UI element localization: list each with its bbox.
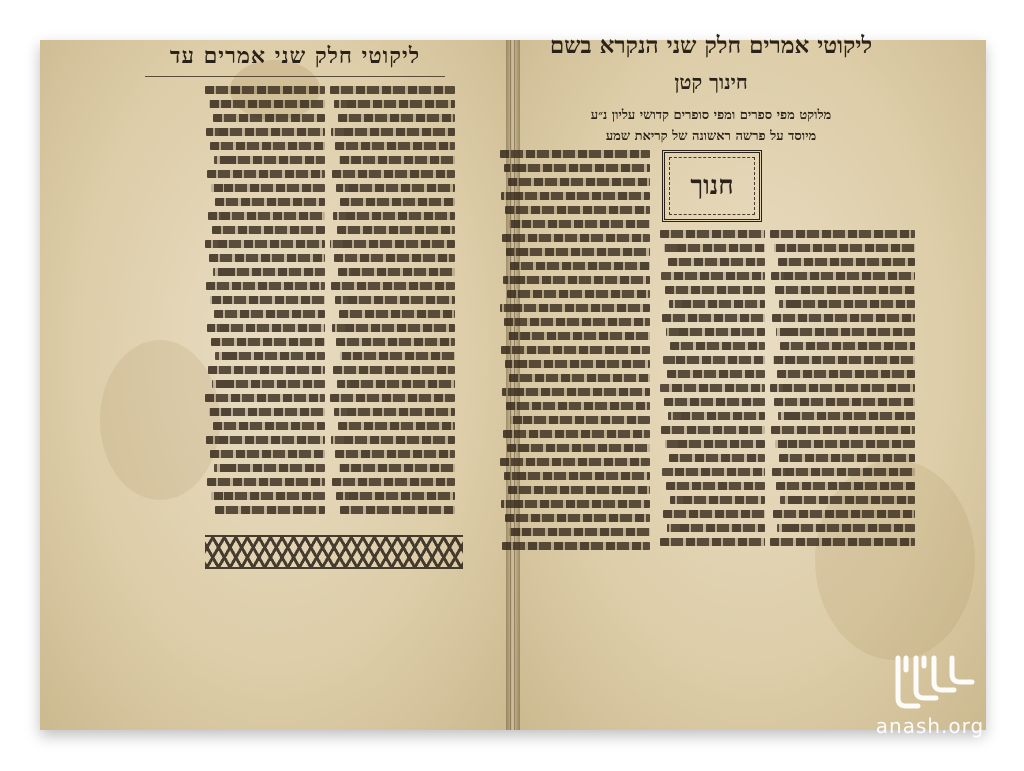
- text-line: [207, 478, 325, 486]
- paper-stain: [100, 340, 220, 500]
- text-line: [774, 244, 915, 252]
- text-line: [770, 538, 915, 546]
- text-line: [330, 394, 455, 402]
- text-line: [660, 230, 765, 238]
- text-line: [340, 198, 455, 206]
- text-line: [332, 324, 455, 332]
- text-line: [509, 220, 650, 228]
- text-line: [503, 276, 650, 284]
- text-line: [506, 248, 650, 256]
- text-line: [662, 468, 765, 476]
- text-line: [206, 282, 325, 290]
- text-line: [666, 328, 765, 336]
- watermark-text: anash.org: [875, 714, 985, 738]
- text-line: [339, 310, 455, 318]
- text-line: [334, 100, 455, 108]
- text-line: [670, 342, 765, 350]
- text-line: [334, 408, 455, 416]
- text-line: [211, 492, 325, 500]
- text-line: [335, 142, 455, 150]
- text-line: [503, 430, 650, 438]
- text-line: [775, 440, 915, 448]
- left-running-head: ליקוטי חלק שני אמרים עד: [145, 36, 445, 77]
- right-text-column-left: [500, 150, 650, 560]
- text-line: [504, 472, 650, 480]
- text-line: [505, 514, 650, 522]
- text-line: [776, 482, 915, 490]
- text-line: [779, 454, 915, 462]
- text-line: [212, 226, 325, 234]
- chinuch-word: חנוך: [690, 171, 734, 201]
- text-line: [502, 542, 650, 550]
- text-line: [772, 314, 915, 322]
- text-line: [663, 510, 765, 518]
- right-running-head: ליקוטי אמרים חלק שני הנקרא בשם: [549, 32, 873, 59]
- right-subtitle: חינוך קטן: [674, 70, 748, 94]
- text-line: [666, 482, 765, 490]
- text-line: [208, 212, 325, 220]
- text-line: [502, 234, 650, 242]
- text-line: [668, 258, 765, 266]
- text-line: [207, 324, 325, 332]
- text-line: [213, 422, 325, 430]
- text-line: [333, 212, 455, 220]
- text-line: [330, 86, 455, 94]
- text-line: [215, 506, 325, 514]
- text-line: [332, 478, 455, 486]
- text-line: [510, 262, 650, 270]
- text-line: [668, 412, 765, 420]
- text-line: [207, 170, 325, 178]
- text-line: [338, 422, 455, 430]
- text-line: [208, 366, 325, 374]
- text-line: [664, 398, 765, 406]
- text-line: [771, 272, 915, 280]
- text-line: [212, 380, 325, 388]
- text-line: [337, 226, 455, 234]
- chinuch-frame: [662, 150, 762, 222]
- text-line: [210, 142, 325, 150]
- text-line: [206, 128, 325, 136]
- text-line: [665, 440, 765, 448]
- text-line: [213, 114, 325, 122]
- text-line: [205, 86, 325, 94]
- left-text-column-right: [330, 86, 455, 526]
- text-line: [772, 468, 915, 476]
- text-line: [504, 164, 650, 172]
- text-line: [210, 296, 325, 304]
- text-line: [205, 240, 325, 248]
- text-line: [771, 426, 915, 434]
- text-line: [209, 100, 325, 108]
- text-line: [331, 436, 455, 444]
- text-line: [330, 240, 455, 248]
- text-line: [664, 244, 765, 252]
- text-line: [335, 296, 455, 304]
- text-line: [660, 384, 765, 392]
- text-line: [500, 304, 650, 312]
- text-line: [214, 464, 325, 472]
- text-line: [501, 346, 650, 354]
- text-line: [505, 360, 650, 368]
- text-line: [777, 524, 915, 532]
- text-line: [339, 464, 455, 472]
- text-line: [211, 338, 325, 346]
- text-line: [338, 114, 455, 122]
- left-text-column-left: [205, 86, 325, 526]
- text-line: [505, 206, 650, 214]
- mussar-line: מיוסד על פרשה ראשונה של קריאת שמע: [605, 129, 817, 144]
- text-line: [211, 184, 325, 192]
- text-line: [339, 156, 455, 164]
- text-line: [500, 150, 650, 158]
- text-line: [336, 184, 455, 192]
- watermark: [870, 650, 990, 740]
- text-line: [340, 352, 455, 360]
- text-line: [333, 366, 455, 374]
- text-line: [663, 356, 765, 364]
- text-line: [509, 528, 650, 536]
- text-line: [670, 496, 765, 504]
- text-line: [215, 198, 325, 206]
- text-line: [660, 538, 765, 546]
- right-text-below-box: [660, 230, 765, 560]
- text-line: [209, 408, 325, 416]
- text-line: [340, 506, 455, 514]
- text-line: [501, 192, 650, 200]
- text-line: [509, 374, 650, 382]
- text-line: [336, 492, 455, 500]
- text-line: [335, 450, 455, 458]
- text-line: [773, 356, 915, 364]
- text-line: [338, 268, 455, 276]
- text-line: [669, 454, 765, 462]
- text-line: [661, 272, 765, 280]
- collected-line: מלוקט מפי ספרים ומפי סופרים קדושי עליון נ״ע: [590, 108, 832, 123]
- text-line: [780, 496, 915, 504]
- text-line: [500, 458, 650, 466]
- text-line: [665, 286, 765, 294]
- text-line: [214, 310, 325, 318]
- anash-logo-icon: [888, 650, 978, 712]
- text-line: [502, 388, 650, 396]
- text-line: [336, 338, 455, 346]
- text-line: [506, 402, 650, 410]
- text-line: [508, 486, 650, 494]
- text-line: [332, 170, 455, 178]
- text-line: [662, 314, 765, 322]
- right-text-column-right: [770, 230, 915, 560]
- text-line: [334, 254, 455, 262]
- text-line: [775, 286, 915, 294]
- text-line: [667, 370, 765, 378]
- text-line: [770, 384, 915, 392]
- text-line: [331, 128, 455, 136]
- text-line: [206, 436, 325, 444]
- text-line: [661, 426, 765, 434]
- text-line: [774, 398, 915, 406]
- text-line: [214, 156, 325, 164]
- text-line: [777, 370, 915, 378]
- text-line: [779, 300, 915, 308]
- braided-ornament-band: [205, 535, 463, 569]
- text-line: [337, 380, 455, 388]
- text-line: [501, 500, 650, 508]
- text-line: [508, 178, 650, 186]
- text-line: [205, 394, 325, 402]
- text-line: [773, 510, 915, 518]
- text-line: [780, 342, 915, 350]
- text-line: [507, 444, 650, 452]
- text-line: [210, 450, 325, 458]
- text-line: [209, 254, 325, 262]
- text-line: [667, 524, 765, 532]
- text-line: [213, 268, 325, 276]
- text-line: [331, 282, 455, 290]
- text-line: [778, 412, 915, 420]
- text-line: [770, 230, 915, 238]
- text-line: [776, 328, 915, 336]
- text-line: [508, 332, 650, 340]
- text-line: [215, 352, 325, 360]
- text-line: [510, 416, 650, 424]
- text-line: [778, 258, 915, 266]
- text-line: [507, 290, 650, 298]
- text-line: [504, 318, 650, 326]
- text-line: [669, 300, 765, 308]
